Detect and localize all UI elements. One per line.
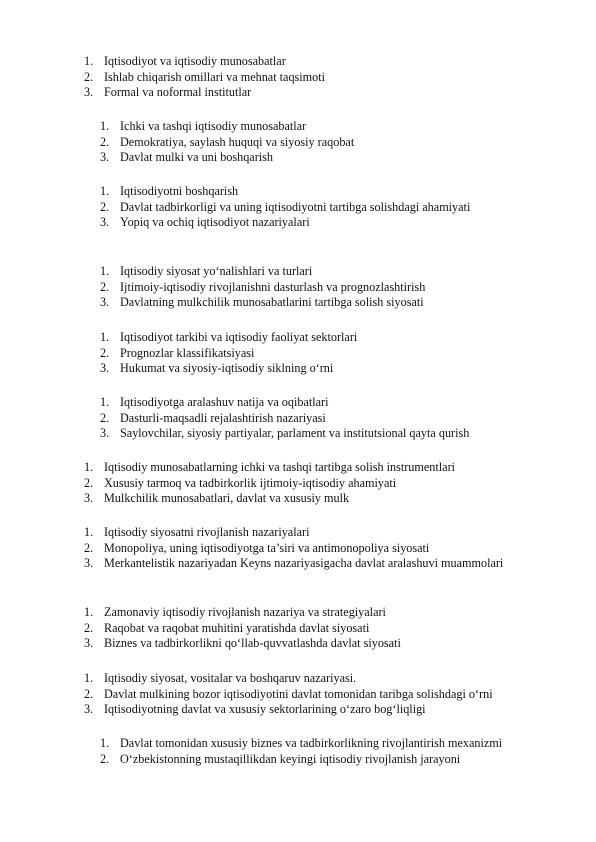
list-item <box>84 687 562 703</box>
item-text: Iqtisodiy siyosatni rivojlanish nazariyalari <box>104 525 310 539</box>
item-number: 1. <box>84 525 94 539</box>
item-number: 1. <box>100 330 110 344</box>
list-item <box>100 184 562 200</box>
list-item <box>84 541 562 557</box>
list-item <box>100 135 562 151</box>
list-item <box>84 460 562 476</box>
list-item <box>100 295 562 311</box>
list-item <box>100 346 562 362</box>
item-text: Yopiq va ochiq iqtisodiyot nazariyalari <box>120 215 310 230</box>
item-number: 3. <box>100 426 110 441</box>
item-text: Davlat tadbirkorligi va uning iqtisodiyotni tartibga solishdagi ahamiyati <box>120 199 471 214</box>
item-number: 1. <box>100 119 110 133</box>
item-number: 1. <box>84 54 94 68</box>
list-item <box>84 85 562 101</box>
list-item <box>100 736 562 752</box>
item-text: Davlat tomonidan xususiy biznes va tadbirkorlikning rivojlantirish mexanizmi <box>120 736 503 750</box>
item-text: Iqtisodiy siyosat, vositalar va boshqaruv nazariyasi. <box>104 671 357 685</box>
topic-list-8 <box>84 525 562 572</box>
item-text: Iqtisodiy siyosat yo‘nalishlari va turlari <box>120 264 313 278</box>
item-text: Saylovchilar, siyosiy partiyalar, parlament va institutsional qayta qurish <box>120 426 470 441</box>
list-item <box>100 119 562 135</box>
topic-list-5 <box>100 330 562 377</box>
item-number: 2. <box>84 620 94 635</box>
item-number: 2. <box>84 540 94 555</box>
item-number: 3. <box>100 150 110 165</box>
item-text: Iqtisodiyotni boshqarish <box>120 184 239 198</box>
item-number: 1. <box>100 184 110 198</box>
list-item <box>100 200 562 216</box>
list-item <box>84 605 562 621</box>
item-number: 3. <box>100 215 110 230</box>
item-text: Zamonaviy iqtisodiy rivojlanish nazariya va strategiyalari <box>104 605 386 619</box>
item-number: 1. <box>84 460 94 474</box>
topic-list-7 <box>84 460 562 507</box>
item-text: Ishlab chiqarish omillari va mehnat taqsimoti <box>104 69 326 84</box>
list-item <box>84 525 562 541</box>
item-text: Iqtisodiy munosabatlarning ichki va tashqi tartibga solish instrumentlari <box>104 460 456 474</box>
item-number: 3. <box>84 556 94 571</box>
list-item <box>84 491 562 507</box>
item-text: Mulkchilik munosabatlari, davlat va xususiy mulk <box>104 491 350 506</box>
item-text: Demokratiya, saylash huquqi va siyosiy raqobat <box>120 134 355 149</box>
item-number: 3. <box>84 636 94 651</box>
list-item <box>100 280 562 296</box>
list-item <box>84 636 562 652</box>
item-number: 1. <box>100 395 110 409</box>
item-text: Davlat mulki va uni boshqarish <box>120 150 273 165</box>
item-number: 1. <box>84 605 94 619</box>
list-item <box>100 752 562 768</box>
item-text: Davlat mulkining bozor iqtisodiyotini davlat tomonidan taribga solishdagi o‘rni <box>104 686 493 701</box>
item-text: Iqtisodiyot va iqtisodiy munosabatlar <box>104 54 286 68</box>
item-text: Davlatning mulkchilik munosabatlarini tartibga solish siyosati <box>120 295 424 310</box>
topic-list-11 <box>100 736 562 767</box>
list-item <box>100 395 562 411</box>
list-item <box>100 426 562 442</box>
list-item <box>84 671 562 687</box>
topic-list-2 <box>100 119 562 166</box>
item-text: O‘zbekistonning mustaqillikdan keyingi iqtisodiy rivojlanish jarayoni <box>120 751 461 766</box>
item-number: 1. <box>84 671 94 685</box>
item-text: Formal va noformal institutlar <box>104 85 252 100</box>
list-item <box>84 70 562 86</box>
list-item <box>100 264 562 280</box>
list-item <box>84 54 562 70</box>
item-text: Monopoliya, uning iqtisodiyotga ta’siri va antimonopoliya siyosati <box>104 540 430 555</box>
topic-list-9 <box>84 605 562 652</box>
list-item <box>100 215 562 231</box>
item-number: 2. <box>84 475 94 490</box>
item-number: 1. <box>100 736 110 750</box>
item-text: Iqtisodiyot tarkibi va iqtisodiy faoliyat sektorlari <box>120 330 358 344</box>
item-number: 3. <box>84 491 94 506</box>
item-number: 2. <box>84 69 94 84</box>
item-text: Iqtisodiyotning davlat va xususiy sektorlarining o‘zaro bog‘liqligi <box>104 702 426 717</box>
topic-list-10 <box>84 671 562 718</box>
item-number: 2. <box>100 199 110 214</box>
item-text: Raqobat va raqobat muhitini yaratishda davlat siyosati <box>104 620 370 635</box>
list-item <box>100 330 562 346</box>
topic-list-3 <box>100 184 562 231</box>
item-text: Biznes va tadbirkorlikni qo‘llab-quvvatlashda davlat siyosati <box>104 636 401 651</box>
list-item <box>100 361 562 377</box>
item-text: Xususiy tarmoq va tadbirkorlik ijtimoiy-iqtisodiy ahamiyati <box>104 475 397 490</box>
item-number: 3. <box>100 295 110 310</box>
item-text: Prognozlar klassifikatsiyasi <box>120 345 255 360</box>
list-item <box>84 621 562 637</box>
item-number: 2. <box>100 134 110 149</box>
item-text: Merkantelistik nazariyadan Keyns nazariyasigacha davlat aralashuvi muammolari <box>104 556 504 571</box>
item-number: 2. <box>100 751 110 766</box>
item-text: Ichki va tashqi iqtisodiy munosabatlar <box>120 119 307 133</box>
item-text: Hukumat va siyosiy-iqtisodiy siklning o‘rni <box>120 361 334 376</box>
item-number: 2. <box>84 686 94 701</box>
topic-list-4 <box>100 264 562 311</box>
item-number: 3. <box>84 702 94 717</box>
item-number: 1. <box>100 264 110 278</box>
item-number: 2. <box>100 279 110 294</box>
list-item <box>84 556 562 572</box>
item-text: Dasturli-maqsadli rejalashtirish nazariyasi <box>120 410 326 425</box>
topic-list-1 <box>84 54 562 101</box>
list-item <box>84 476 562 492</box>
list-item <box>100 150 562 166</box>
item-text: Ijtimoiy-iqtisodiy rivojlanishni dasturlash va prognozlashtirish <box>120 279 426 294</box>
item-number: 3. <box>100 361 110 376</box>
item-number: 3. <box>84 85 94 100</box>
item-text: Iqtisodiyotga aralashuv natija va oqibatlari <box>120 395 329 409</box>
topic-list-6 <box>100 395 562 442</box>
item-number: 2. <box>100 345 110 360</box>
list-item <box>84 702 562 718</box>
list-item <box>100 411 562 427</box>
item-number: 2. <box>100 410 110 425</box>
